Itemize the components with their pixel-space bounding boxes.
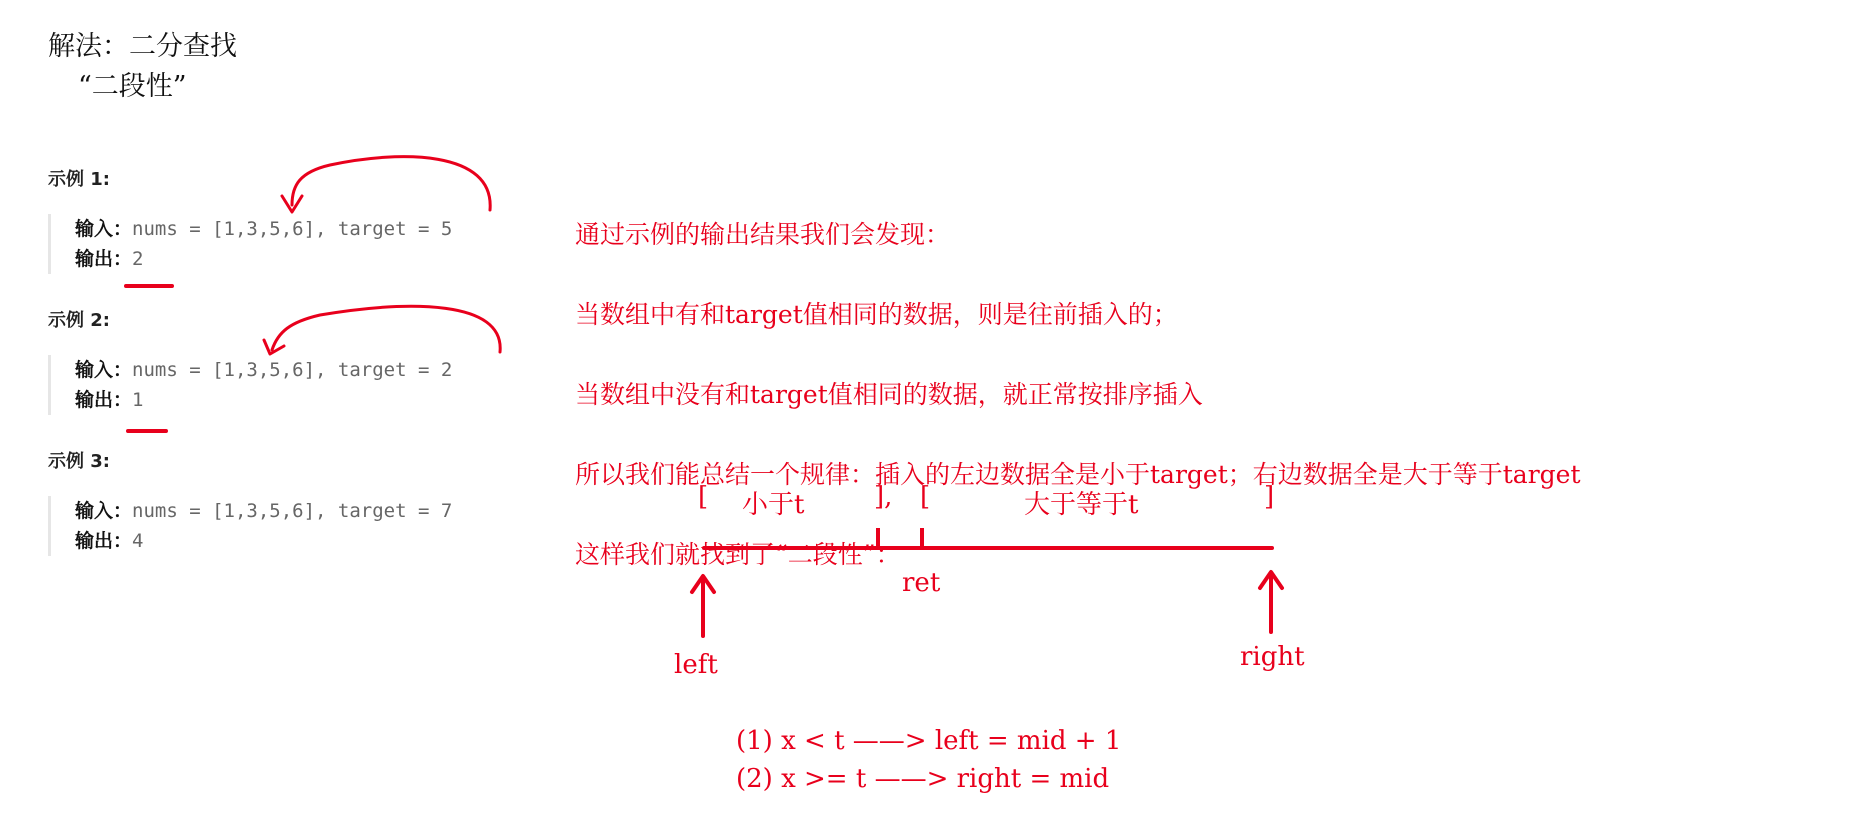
example-1-curve-arrow bbox=[292, 157, 490, 210]
example-2-header: 示例 2: bbox=[48, 310, 110, 331]
left-pointer-label: left bbox=[674, 650, 718, 680]
output-label: 输出： bbox=[75, 530, 133, 552]
input-label: 输入： bbox=[75, 359, 133, 381]
left-bracket: [ bbox=[698, 482, 709, 512]
output-value: 1 bbox=[132, 389, 144, 411]
note-line-5: 这样我们就找到了“二段性”： bbox=[575, 540, 901, 569]
right-open-bracket: [ bbox=[920, 482, 931, 512]
rule-1: (1) x < t ——> left = mid + 1 bbox=[736, 726, 1122, 756]
output-value: 2 bbox=[132, 248, 144, 270]
less-than-label: 小于t bbox=[742, 490, 805, 520]
input-value: nums = [1,3,5,6], target = 2 bbox=[132, 359, 453, 381]
input-value: nums = [1,3,5,6], target = 7 bbox=[132, 500, 453, 522]
output-label: 输出： bbox=[75, 248, 133, 270]
right-pointer-label: right bbox=[1240, 642, 1305, 672]
right-close-bracket: ] bbox=[1264, 482, 1275, 512]
example-3-header: 示例 3: bbox=[48, 451, 110, 472]
example-2-curve-arrow bbox=[272, 306, 500, 352]
input-label: 输入： bbox=[75, 500, 133, 522]
note-line-3: 当数组中没有和target值相同的数据，就正常按排序插入 bbox=[575, 380, 1203, 409]
greater-equal-label: 大于等于t bbox=[1024, 490, 1139, 520]
page-title: 解法：二分查找 bbox=[48, 31, 237, 62]
ret-label: ret bbox=[902, 568, 941, 598]
input-label: 输入： bbox=[75, 218, 133, 240]
note-line-1: 通过示例的输出结果我们会发现： bbox=[575, 220, 951, 249]
rule-2: (2) x >= t ——> right = mid bbox=[736, 764, 1110, 794]
mid-bracket: ], bbox=[874, 482, 893, 512]
example-1-header: 示例 1: bbox=[48, 169, 110, 190]
note-line-2: 当数组中有和target值相同的数据，则是往前插入的； bbox=[575, 300, 1178, 329]
input-value: nums = [1,3,5,6], target = 5 bbox=[132, 218, 453, 240]
page-subtitle: “二段性” bbox=[78, 71, 187, 102]
note-line-4: 所以我们能总结一个规律：插入的左边数据全是小于target；右边数据全是大于等于target bbox=[575, 460, 1581, 489]
output-value: 4 bbox=[132, 530, 144, 552]
output-label: 输出： bbox=[75, 389, 133, 411]
